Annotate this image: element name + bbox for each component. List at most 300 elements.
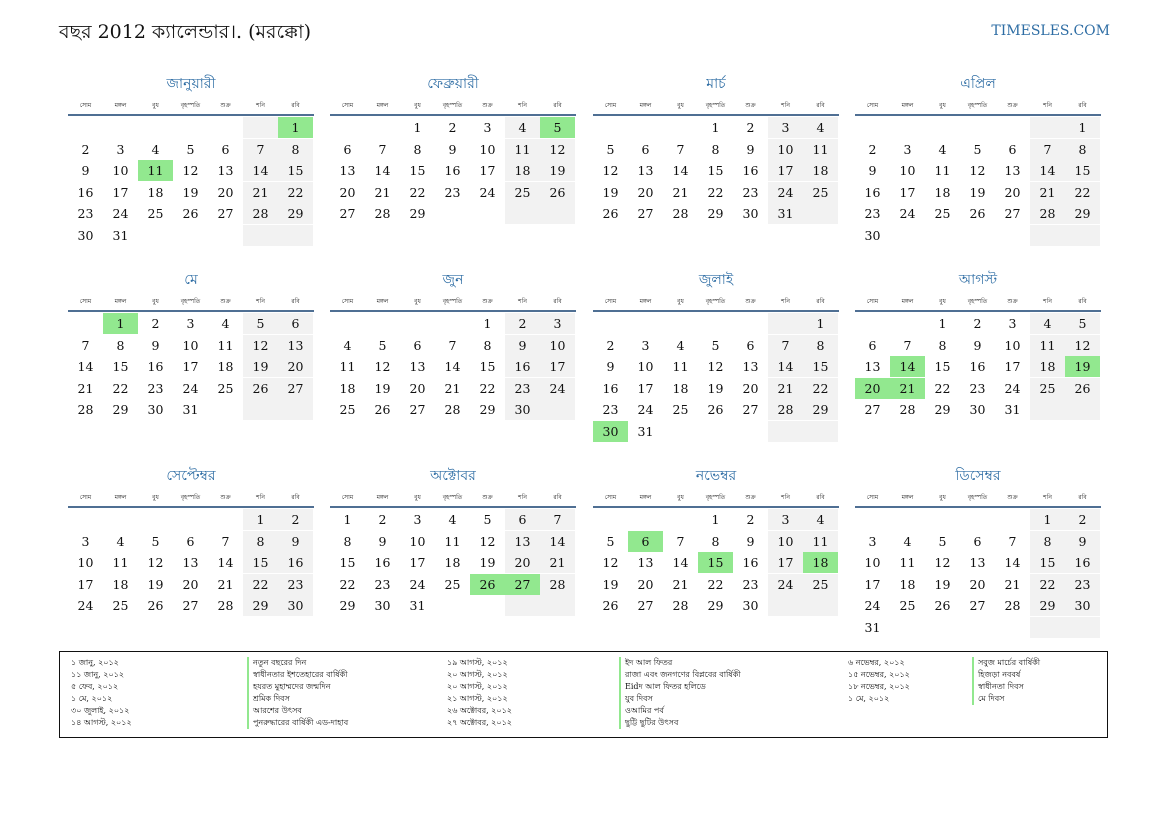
day-cell[interactable]: 6 <box>278 313 313 334</box>
day-cell[interactable]: 11 <box>934 163 951 178</box>
day-cell[interactable]: 15 <box>479 359 496 374</box>
day-cell[interactable]: 3 <box>413 512 422 527</box>
day-cell[interactable]: 20 <box>637 576 654 592</box>
day-cell[interactable]: 7 <box>243 139 278 160</box>
day-cell[interactable]: 18 <box>672 380 689 396</box>
day-cell[interactable]: 7 <box>903 337 912 353</box>
day-cell[interactable]: 8 <box>938 337 947 353</box>
day-cell[interactable]: 2 <box>868 141 877 157</box>
day-cell[interactable]: 6 <box>1008 141 1017 157</box>
day-cell[interactable]: 11 <box>803 139 838 160</box>
day-cell[interactable]: 11 <box>112 555 129 570</box>
day-cell[interactable]: 4 <box>116 533 125 549</box>
day-cell[interactable]: 11 <box>505 139 540 160</box>
day-cell[interactable]: 23 <box>969 380 986 396</box>
day-cell[interactable]: 13 <box>637 555 654 570</box>
day-cell[interactable]: 29 <box>803 399 838 420</box>
day-cell[interactable]: 15 <box>698 552 733 573</box>
day-cell[interactable]: 15 <box>243 552 278 573</box>
day-cell[interactable]: 13 <box>409 359 426 374</box>
day-cell[interactable]: 17 <box>182 359 199 374</box>
day-cell[interactable]: 11 <box>138 160 173 181</box>
day-cell[interactable]: 20 <box>505 552 540 573</box>
day-cell[interactable]: 24 <box>409 576 426 592</box>
day-cell[interactable]: 30 <box>77 227 94 243</box>
day-cell[interactable]: 30 <box>742 206 759 221</box>
day-cell[interactable]: 26 <box>470 574 505 595</box>
day-cell[interactable]: 19 <box>479 555 496 570</box>
day-cell[interactable]: 3 <box>868 533 877 549</box>
day-cell[interactable]: 17 <box>479 163 496 178</box>
day-cell[interactable]: 14 <box>217 555 234 570</box>
day-cell[interactable]: 11 <box>339 359 356 374</box>
day-cell[interactable]: 3 <box>641 337 650 353</box>
day-cell[interactable]: 28 <box>444 402 461 417</box>
day-cell[interactable]: 6 <box>186 533 195 549</box>
day-cell[interactable]: 9 <box>505 335 540 356</box>
day-cell[interactable]: 21 <box>374 184 391 200</box>
day-cell[interactable]: 23 <box>864 206 881 221</box>
day-cell[interactable]: 19 <box>1065 356 1100 377</box>
day-cell[interactable]: 13 <box>182 555 199 570</box>
day-cell[interactable]: 21 <box>217 576 234 592</box>
day-cell[interactable]: 30 <box>864 227 881 243</box>
day-cell[interactable]: 27 <box>864 402 881 417</box>
day-cell[interactable]: 22 <box>707 576 724 592</box>
day-cell[interactable]: 1 <box>711 512 720 527</box>
day-cell[interactable]: 21 <box>768 378 803 399</box>
day-cell[interactable]: 5 <box>243 313 278 334</box>
day-cell[interactable]: 8 <box>243 531 278 552</box>
day-cell[interactable]: 20 <box>637 184 654 200</box>
day-cell[interactable]: 5 <box>606 533 615 549</box>
day-cell[interactable]: 27 <box>1004 206 1021 221</box>
day-cell[interactable]: 26 <box>602 598 619 613</box>
day-cell[interactable]: 12 <box>479 533 496 549</box>
day-cell[interactable]: 18 <box>803 552 838 573</box>
day-cell[interactable]: 16 <box>742 163 759 178</box>
day-cell[interactable]: 13 <box>1004 163 1021 178</box>
day-cell[interactable]: 19 <box>182 184 199 200</box>
day-cell[interactable]: 17 <box>112 184 129 200</box>
day-cell[interactable]: 8 <box>116 337 125 353</box>
day-cell[interactable]: 15 <box>803 356 838 377</box>
day-cell[interactable]: 12 <box>969 163 986 178</box>
day-cell[interactable]: 3 <box>186 316 195 331</box>
day-cell[interactable]: 13 <box>278 335 313 356</box>
day-cell[interactable]: 24 <box>864 598 881 613</box>
day-cell[interactable]: 20 <box>969 576 986 592</box>
day-cell[interactable]: 22 <box>803 378 838 399</box>
day-cell[interactable]: 31 <box>182 402 199 417</box>
day-cell[interactable]: 2 <box>606 337 615 353</box>
day-cell[interactable]: 27 <box>742 402 759 417</box>
day-cell[interactable]: 18 <box>899 576 916 592</box>
day-cell[interactable]: 10 <box>768 139 803 160</box>
day-cell[interactable]: 18 <box>505 160 540 181</box>
day-cell[interactable]: 12 <box>602 555 619 570</box>
day-cell[interactable]: 24 <box>768 574 803 595</box>
day-cell[interactable]: 20 <box>217 184 234 200</box>
day-cell[interactable]: 3 <box>81 533 90 549</box>
day-cell[interactable]: 2 <box>278 509 313 530</box>
day-cell[interactable]: 19 <box>540 160 575 181</box>
day-cell[interactable]: 21 <box>77 380 94 396</box>
day-cell[interactable]: 22 <box>1065 182 1100 203</box>
day-cell[interactable]: 23 <box>147 380 164 396</box>
day-cell[interactable]: 9 <box>1065 531 1100 552</box>
day-cell[interactable]: 6 <box>343 141 352 157</box>
day-cell[interactable]: 5 <box>151 533 160 549</box>
day-cell[interactable]: 9 <box>448 141 457 157</box>
day-cell[interactable]: 4 <box>938 141 947 157</box>
day-cell[interactable]: 26 <box>540 182 575 203</box>
day-cell[interactable]: 2 <box>81 141 90 157</box>
day-cell[interactable]: 8 <box>413 141 422 157</box>
day-cell[interactable]: 25 <box>934 206 951 221</box>
day-cell[interactable]: 13 <box>505 531 540 552</box>
day-cell[interactable]: 29 <box>409 206 426 221</box>
day-cell[interactable]: 2 <box>448 120 457 135</box>
day-cell[interactable]: 20 <box>742 380 759 396</box>
day-cell[interactable]: 21 <box>444 380 461 396</box>
day-cell[interactable]: 14 <box>1030 160 1065 181</box>
day-cell[interactable]: 28 <box>540 574 575 595</box>
day-cell[interactable]: 10 <box>112 163 129 178</box>
day-cell[interactable]: 10 <box>768 531 803 552</box>
day-cell[interactable]: 12 <box>182 163 199 178</box>
day-cell[interactable]: 20 <box>339 184 356 200</box>
day-cell[interactable]: 9 <box>378 533 387 549</box>
day-cell[interactable]: 21 <box>672 184 689 200</box>
day-cell[interactable]: 23 <box>742 576 759 592</box>
day-cell[interactable]: 27 <box>505 574 540 595</box>
day-cell[interactable]: 27 <box>217 206 234 221</box>
day-cell[interactable]: 8 <box>1030 531 1065 552</box>
day-cell[interactable]: 16 <box>1065 552 1100 573</box>
day-cell[interactable]: 18 <box>934 184 951 200</box>
day-cell[interactable]: 29 <box>1065 203 1100 224</box>
day-cell[interactable]: 10 <box>409 533 426 549</box>
day-cell[interactable]: 7 <box>676 533 685 549</box>
day-cell[interactable]: 26 <box>934 598 951 613</box>
day-cell[interactable]: 11 <box>899 555 916 570</box>
day-cell[interactable]: 29 <box>707 598 724 613</box>
day-cell[interactable]: 5 <box>711 337 720 353</box>
day-cell[interactable]: 27 <box>409 402 426 417</box>
day-cell[interactable]: 4 <box>221 316 230 331</box>
day-cell[interactable]: 26 <box>969 206 986 221</box>
day-cell[interactable]: 15 <box>112 359 129 374</box>
day-cell[interactable]: 12 <box>602 163 619 178</box>
day-cell[interactable]: 7 <box>1008 533 1017 549</box>
day-cell[interactable]: 24 <box>637 402 654 417</box>
day-cell[interactable]: 29 <box>1030 595 1065 616</box>
day-cell[interactable]: 14 <box>672 555 689 570</box>
day-cell[interactable]: 8 <box>711 141 720 157</box>
day-cell[interactable]: 17 <box>77 576 94 592</box>
day-cell[interactable]: 10 <box>864 555 881 570</box>
day-cell[interactable]: 21 <box>890 378 925 399</box>
day-cell[interactable]: 4 <box>505 117 540 138</box>
day-cell[interactable]: 2 <box>151 316 160 331</box>
day-cell[interactable]: 23 <box>278 574 313 595</box>
day-cell[interactable]: 16 <box>602 380 619 396</box>
day-cell[interactable]: 15 <box>339 555 356 570</box>
day-cell[interactable]: 23 <box>742 184 759 200</box>
day-cell[interactable]: 9 <box>151 337 160 353</box>
day-cell[interactable]: 29 <box>112 402 129 417</box>
day-cell[interactable]: 25 <box>444 576 461 592</box>
day-cell[interactable]: 9 <box>973 337 982 353</box>
day-cell[interactable]: 10 <box>540 335 575 356</box>
day-cell[interactable]: 25 <box>112 598 129 613</box>
day-cell[interactable]: 11 <box>672 359 689 374</box>
day-cell[interactable]: 17 <box>540 356 575 377</box>
day-cell[interactable]: 5 <box>606 141 615 157</box>
day-cell[interactable]: 24 <box>479 184 496 200</box>
day-cell[interactable]: 28 <box>1004 598 1021 613</box>
day-cell[interactable]: 14 <box>540 531 575 552</box>
day-cell[interactable]: 21 <box>243 182 278 203</box>
day-cell[interactable]: 24 <box>112 206 129 221</box>
day-cell[interactable]: 24 <box>540 378 575 399</box>
day-cell[interactable]: 2 <box>505 313 540 334</box>
day-cell[interactable]: 14 <box>243 160 278 181</box>
day-cell[interactable]: 6 <box>641 141 650 157</box>
day-cell[interactable]: 14 <box>672 163 689 178</box>
day-cell[interactable]: 5 <box>186 141 195 157</box>
day-cell[interactable]: 22 <box>339 576 356 592</box>
day-cell[interactable]: 27 <box>637 598 654 613</box>
day-cell[interactable]: 31 <box>1004 402 1021 417</box>
day-cell[interactable]: 9 <box>746 141 755 157</box>
day-cell[interactable]: 9 <box>81 163 90 178</box>
day-cell[interactable]: 11 <box>1030 335 1065 356</box>
day-cell[interactable]: 24 <box>899 206 916 221</box>
day-cell[interactable]: 5 <box>973 141 982 157</box>
day-cell[interactable]: 16 <box>969 359 986 374</box>
day-cell[interactable]: 2 <box>378 512 387 527</box>
day-cell[interactable]: 27 <box>969 598 986 613</box>
day-cell[interactable]: 21 <box>1030 182 1065 203</box>
day-cell[interactable]: 12 <box>1065 335 1100 356</box>
day-cell[interactable]: 9 <box>278 531 313 552</box>
day-cell[interactable]: 8 <box>483 337 492 353</box>
day-cell[interactable]: 22 <box>707 184 724 200</box>
day-cell[interactable]: 25 <box>899 598 916 613</box>
day-cell[interactable]: 4 <box>1030 313 1065 334</box>
day-cell[interactable]: 22 <box>243 574 278 595</box>
day-cell[interactable]: 23 <box>1065 574 1100 595</box>
day-cell[interactable]: 1 <box>343 512 352 527</box>
day-cell[interactable]: 28 <box>672 598 689 613</box>
day-cell[interactable]: 25 <box>803 182 838 203</box>
day-cell[interactable]: 25 <box>672 402 689 417</box>
day-cell[interactable]: 14 <box>374 163 391 178</box>
day-cell[interactable]: 6 <box>221 141 230 157</box>
day-cell[interactable]: 22 <box>1030 574 1065 595</box>
day-cell[interactable]: 16 <box>742 555 759 570</box>
day-cell[interactable]: 1 <box>103 313 138 334</box>
day-cell[interactable]: 28 <box>77 402 94 417</box>
day-cell[interactable]: 15 <box>934 359 951 374</box>
day-cell[interactable]: 15 <box>707 163 724 178</box>
day-cell[interactable]: 21 <box>540 552 575 573</box>
day-cell[interactable]: 13 <box>339 163 356 178</box>
day-cell[interactable]: 12 <box>707 359 724 374</box>
day-cell[interactable]: 15 <box>1065 160 1100 181</box>
day-cell[interactable]: 31 <box>637 423 654 439</box>
day-cell[interactable]: 15 <box>278 160 313 181</box>
day-cell[interactable]: 8 <box>1065 139 1100 160</box>
day-cell[interactable]: 25 <box>217 380 234 396</box>
day-cell[interactable]: 11 <box>444 533 461 549</box>
day-cell[interactable]: 10 <box>182 337 199 353</box>
day-cell[interactable]: 13 <box>864 359 881 374</box>
day-cell[interactable]: 25 <box>339 402 356 417</box>
day-cell[interactable]: 29 <box>339 598 356 613</box>
day-cell[interactable]: 3 <box>116 141 125 157</box>
day-cell[interactable]: 30 <box>742 598 759 613</box>
day-cell[interactable]: 22 <box>409 184 426 200</box>
day-cell[interactable]: 14 <box>444 359 461 374</box>
day-cell[interactable]: 30 <box>374 598 391 613</box>
day-cell[interactable]: 10 <box>77 555 94 570</box>
day-cell[interactable]: 23 <box>602 402 619 417</box>
day-cell[interactable]: 2 <box>973 316 982 331</box>
day-cell[interactable]: 25 <box>1030 378 1065 399</box>
day-cell[interactable]: 22 <box>479 380 496 396</box>
day-cell[interactable]: 16 <box>444 163 461 178</box>
day-cell[interactable]: 19 <box>602 576 619 592</box>
day-cell[interactable]: 29 <box>479 402 496 417</box>
day-cell[interactable]: 16 <box>77 184 94 200</box>
day-cell[interactable]: 16 <box>374 555 391 570</box>
day-cell[interactable]: 16 <box>147 359 164 374</box>
day-cell[interactable]: 3 <box>1008 316 1017 331</box>
day-cell[interactable]: 28 <box>243 203 278 224</box>
day-cell[interactable]: 7 <box>378 141 387 157</box>
day-cell[interactable]: 19 <box>602 184 619 200</box>
day-cell[interactable]: 29 <box>278 203 313 224</box>
day-cell[interactable]: 17 <box>768 552 803 573</box>
day-cell[interactable]: 7 <box>540 509 575 530</box>
day-cell[interactable]: 5 <box>540 117 575 138</box>
day-cell[interactable]: 13 <box>217 163 234 178</box>
day-cell[interactable]: 15 <box>1030 552 1065 573</box>
day-cell[interactable]: 4 <box>903 533 912 549</box>
day-cell[interactable]: 2 <box>746 512 755 527</box>
day-cell[interactable]: 8 <box>711 533 720 549</box>
day-cell[interactable]: 28 <box>768 399 803 420</box>
day-cell[interactable]: 23 <box>444 184 461 200</box>
site-link[interactable]: TIMESLES.COM <box>991 23 1110 39</box>
day-cell[interactable]: 28 <box>217 598 234 613</box>
day-cell[interactable]: 4 <box>803 117 838 138</box>
day-cell[interactable]: 9 <box>868 163 877 178</box>
day-cell[interactable]: 28 <box>672 206 689 221</box>
day-cell[interactable]: 4 <box>448 512 457 527</box>
day-cell[interactable]: 4 <box>803 509 838 530</box>
day-cell[interactable]: 29 <box>934 402 951 417</box>
day-cell[interactable]: 10 <box>479 141 496 157</box>
day-cell[interactable]: 3 <box>903 141 912 157</box>
day-cell[interactable]: 14 <box>890 356 925 377</box>
day-cell[interactable]: 3 <box>768 117 803 138</box>
day-cell[interactable]: 7 <box>221 533 230 549</box>
day-cell[interactable]: 12 <box>243 335 278 356</box>
day-cell[interactable]: 6 <box>746 337 755 353</box>
day-cell[interactable]: 20 <box>409 380 426 396</box>
day-cell[interactable]: 28 <box>374 206 391 221</box>
day-cell[interactable]: 8 <box>278 139 313 160</box>
day-cell[interactable]: 11 <box>803 531 838 552</box>
day-cell[interactable]: 6 <box>973 533 982 549</box>
day-cell[interactable]: 19 <box>147 576 164 592</box>
day-cell[interactable]: 18 <box>147 184 164 200</box>
day-cell[interactable]: 27 <box>339 206 356 221</box>
day-cell[interactable]: 15 <box>409 163 426 178</box>
day-cell[interactable]: 6 <box>868 337 877 353</box>
day-cell[interactable]: 7 <box>81 337 90 353</box>
day-cell[interactable]: 31 <box>864 619 881 635</box>
day-cell[interactable]: 30 <box>593 421 628 442</box>
day-cell[interactable]: 25 <box>803 574 838 595</box>
day-cell[interactable]: 12 <box>374 359 391 374</box>
day-cell[interactable]: 1 <box>413 120 422 135</box>
day-cell[interactable]: 2 <box>1065 509 1100 530</box>
day-cell[interactable]: 19 <box>969 184 986 200</box>
day-cell[interactable]: 18 <box>217 359 234 374</box>
day-cell[interactable]: 20 <box>278 356 313 377</box>
day-cell[interactable]: 18 <box>339 380 356 396</box>
day-cell[interactable]: 19 <box>243 356 278 377</box>
day-cell[interactable]: 11 <box>217 337 234 353</box>
day-cell[interactable]: 14 <box>1004 555 1021 570</box>
day-cell[interactable]: 28 <box>1030 203 1065 224</box>
day-cell[interactable]: 12 <box>147 555 164 570</box>
day-cell[interactable]: 13 <box>969 555 986 570</box>
day-cell[interactable]: 20 <box>855 378 890 399</box>
day-cell[interactable]: 13 <box>742 359 759 374</box>
day-cell[interactable]: 26 <box>147 598 164 613</box>
day-cell[interactable]: 7 <box>768 335 803 356</box>
day-cell[interactable]: 21 <box>1004 576 1021 592</box>
day-cell[interactable]: 17 <box>899 184 916 200</box>
day-cell[interactable]: 3 <box>768 509 803 530</box>
day-cell[interactable]: 2 <box>746 120 755 135</box>
day-cell[interactable]: 28 <box>899 402 916 417</box>
day-cell[interactable]: 20 <box>182 576 199 592</box>
day-cell[interactable]: 23 <box>77 206 94 221</box>
day-cell[interactable]: 5 <box>1065 313 1100 334</box>
day-cell[interactable]: 1 <box>938 316 947 331</box>
day-cell[interactable]: 17 <box>1004 359 1021 374</box>
day-cell[interactable]: 18 <box>803 160 838 181</box>
day-cell[interactable]: 12 <box>934 555 951 570</box>
day-cell[interactable]: 5 <box>483 512 492 527</box>
day-cell[interactable]: 1 <box>803 313 838 334</box>
day-cell[interactable]: 19 <box>374 380 391 396</box>
day-cell[interactable]: 5 <box>378 337 387 353</box>
day-cell[interactable]: 14 <box>77 359 94 374</box>
day-cell[interactable]: 22 <box>278 182 313 203</box>
day-cell[interactable]: 18 <box>1030 356 1065 377</box>
day-cell[interactable]: 3 <box>540 313 575 334</box>
day-cell[interactable]: 12 <box>540 139 575 160</box>
day-cell[interactable]: 30 <box>147 402 164 417</box>
